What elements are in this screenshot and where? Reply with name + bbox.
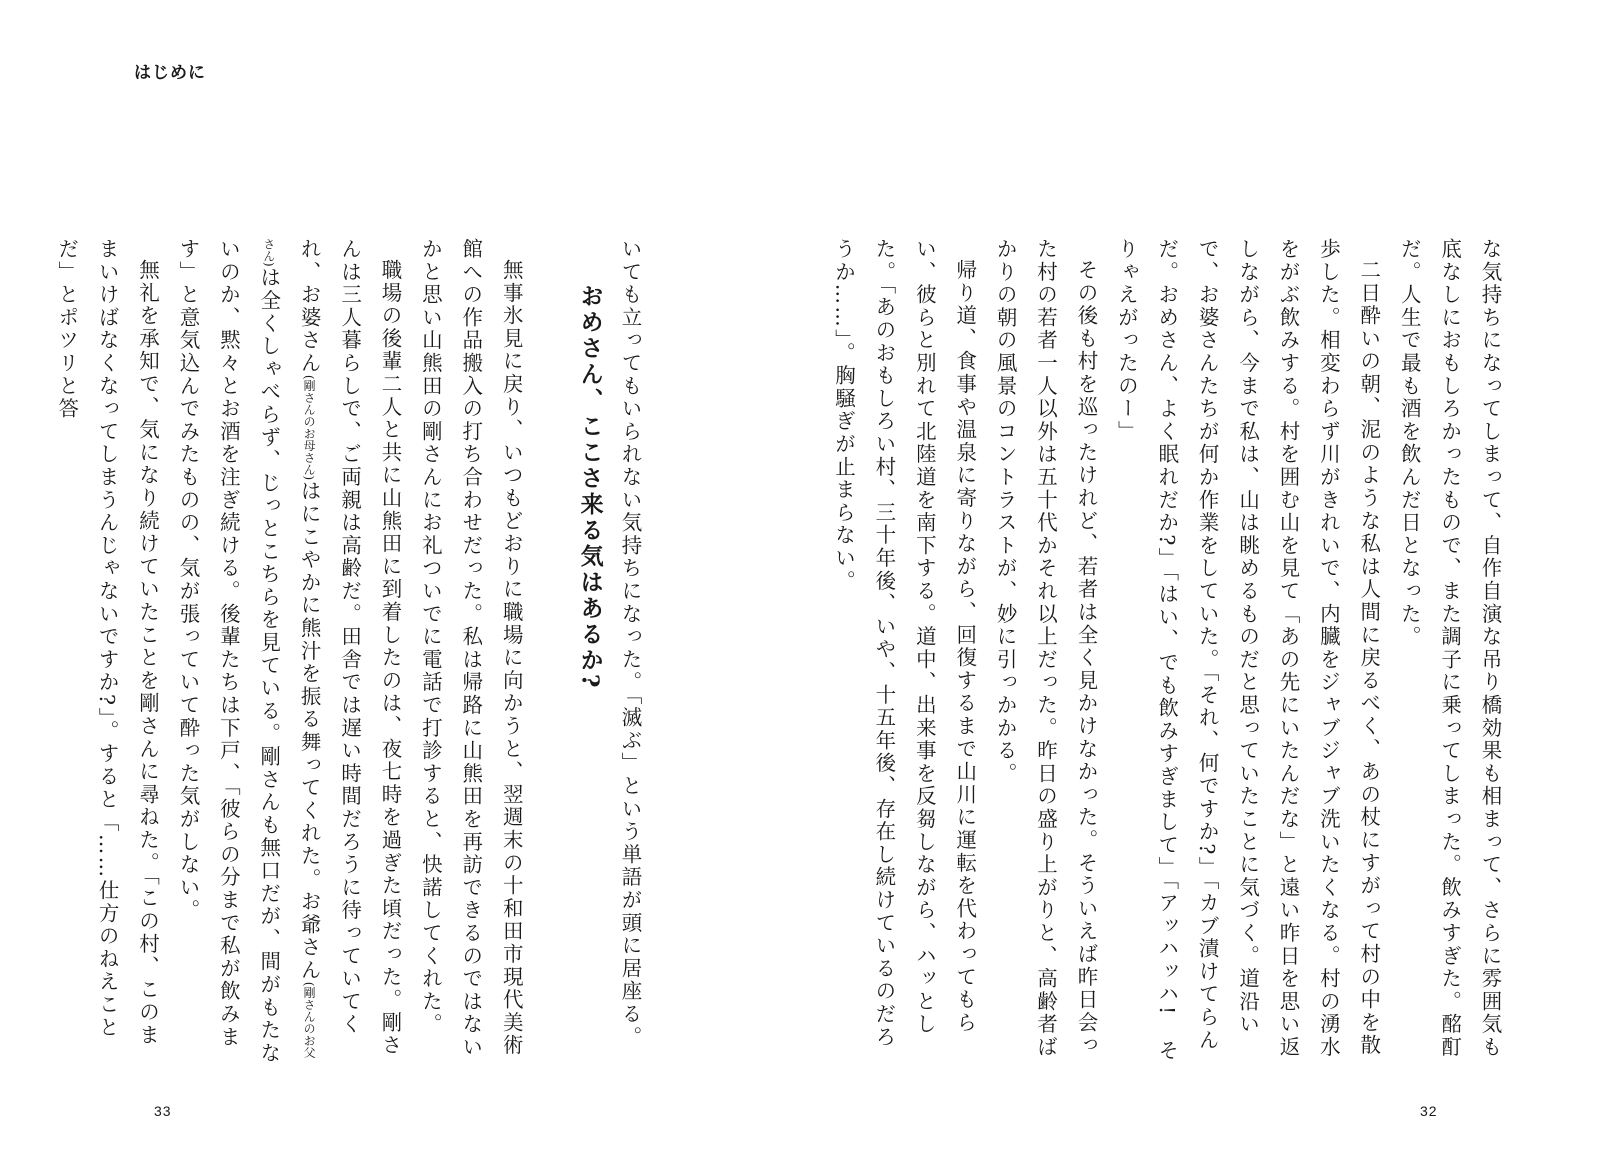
right-paragraph-1: な気持ちになってしまって、自作自演な吊り橋効果も相まって、さらに雰囲気も底なしにおもしろかったもので、また調子に乗ってしまった。飲みすぎた。酩酊だ。人生で最も酒を飲んだ日となった。 <box>1397 238 1502 1059</box>
left-paragraph-2-part-c: は全くしゃべらず、じっとこちらを見ている。剛さんも無口だが、間がもたないのか、黙々とお酒を注ぎ続ける。後輩たちは下戸、「彼らの分まで私が飲みます」と意気込んでみたものの、気が張っていて酔った気がしない。 <box>175 238 281 1065</box>
left-paragraph-2-part-a: 職場の後輩二人と共に山熊田に到着したのは、夜七時を過ぎた頃だった。剛さんは三人暮らしで、ご両親は高齢だ。田舎では遅い時間だろうに待っていてくれ、お婆さん <box>297 238 402 1057</box>
left-page-body <box>54 238 688 1068</box>
annotation-mother: (剛さんのお母さん) <box>302 374 317 481</box>
section-heading: おめさん、ここさ来る気はあるか? <box>576 284 604 691</box>
page-number-right: 32 <box>1420 1103 1438 1119</box>
running-header: はじめに <box>134 63 206 83</box>
left-paragraph-2 <box>168 238 410 1068</box>
right-paragraph-2: 二日酔いの朝、泥のような私は人間に戻るべく、あの杖にすがって村の中を散歩した。相変わらず川がきれいで、内臓をジャブジャブ洗いたくなる。村の湧水をがぶ飲みする。村を囲む山を見て「あの先にいたんだな」と遠い昨日を思い返しながら、今まで私は、山は眺めるものだと思っていたことに気づく。道沿いで、お婆さんたちが何か作業をしていた。「それ、何ですか?」「カブ漬けてらんだ。おめさん、よく眠れだか?」「はい、でも飲みすぎまして」「アッハッハ! そりゃえがったのー」 <box>1114 238 1381 1063</box>
page-number-left: 33 <box>154 1103 172 1119</box>
left-paragraph-3: 無礼を承知で、気になり続けていたことを剛さんに尋ねた。「この村、このままいけばなくなってしまうんじゃないですか?」。すると「……仕方のねえことだ」とポツリと答 <box>54 238 160 1047</box>
lead-paragraph: いても立ってもいられない気持ちになった。「滅ぶ」という単語が頭に居座る。 <box>618 238 642 1049</box>
right-paragraph-3: その後も村を巡ったけれど、若者は全く見かけなかった。そういえば昨日会った村の若者一人以外は五十代かそれ以上だった。昨日の盛り上がりと、高齢者ばかりの朝の風景のコントラストが、妙に引っかかる。 <box>993 238 1098 1059</box>
left-paragraph-2-part-b: はにこやかに熊汁を振る舞ってくれた。お爺さん <box>297 480 322 982</box>
left-paragraph-1: 無事氷見に戻り、いつもどおりに職場に向かうと、翌週末の十和田市現代美術館への作品搬入の打ち合わせだった。私は帰路に山熊田を再訪できるのではないかと思い山熊田の剛さんにお礼ついでに電話で打診すると、快諾してくれた。 <box>418 238 524 1059</box>
right-page-body <box>831 238 1510 1068</box>
right-paragraph-4: 帰り道、食事や温泉に寄りながら、回復するまで山川に運転を代わってもらい、彼らと別れて北陸道を南下する。道中、出来事を反芻しながら、ハッとした。「あのおもしろい村、三十年後、いや、十五年後、存在し続けているのだろうか……」。胸騒ぎが止まらない。 <box>831 238 977 1049</box>
annotation-father: (剛さんのお父さん) <box>261 238 317 1059</box>
